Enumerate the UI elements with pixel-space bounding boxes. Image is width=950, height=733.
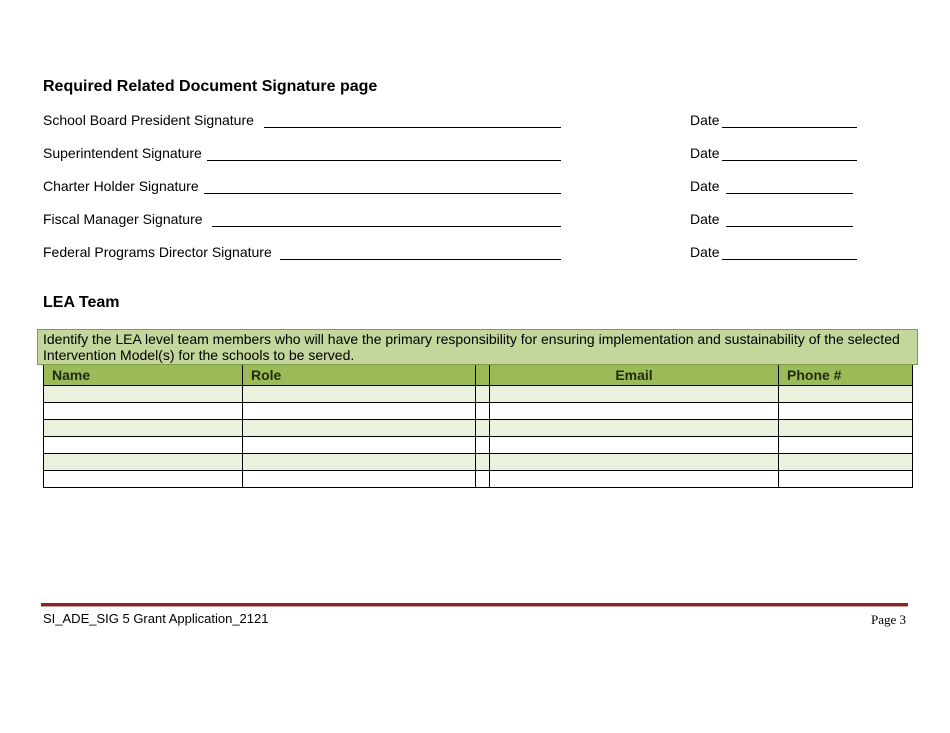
date-label: Date (690, 145, 720, 161)
date-line-charter-holder[interactable] (726, 193, 853, 194)
signature-line-school-board-president[interactable] (264, 127, 561, 128)
cell-phone[interactable] (779, 403, 913, 420)
cell-phone[interactable] (779, 437, 913, 454)
column-header-spacer (476, 365, 490, 386)
date-label: Date (690, 244, 720, 260)
signature-line-federal-programs-director[interactable] (280, 259, 561, 260)
signature-section-title: Required Related Document Signature page (43, 78, 378, 95)
cell-email[interactable] (490, 437, 779, 454)
footer-document-id: SI_ADE_SIG 5 Grant Application_2121 (43, 611, 269, 626)
signature-line-charter-holder[interactable] (204, 193, 561, 194)
date-line-superintendent[interactable] (722, 160, 857, 161)
cell-phone[interactable] (779, 386, 913, 403)
cell-email[interactable] (490, 454, 779, 471)
cell-name[interactable] (44, 454, 243, 471)
date-line-school-board-president[interactable] (722, 127, 857, 128)
cell-phone[interactable] (779, 420, 913, 437)
cell-name[interactable] (44, 420, 243, 437)
table-row (44, 403, 913, 420)
column-header-role: Role (243, 365, 476, 386)
table-row (44, 454, 913, 471)
date-label: Date (690, 112, 720, 128)
lea-team-table (43, 365, 913, 488)
table-row (44, 386, 913, 403)
cell-spacer (476, 386, 490, 403)
date-line-federal-programs-director[interactable] (722, 259, 857, 260)
table-row (44, 420, 913, 437)
cell-role[interactable] (243, 454, 476, 471)
cell-phone[interactable] (779, 471, 913, 488)
column-header-name: Name (44, 365, 243, 386)
lea-team-title: LEA Team (43, 294, 120, 311)
signature-label-school-board-president: School Board President Signature (43, 112, 254, 128)
cell-spacer (476, 403, 490, 420)
date-label: Date (690, 211, 720, 227)
cell-email[interactable] (490, 403, 779, 420)
signature-label-federal-programs-director: Federal Programs Director Signature (43, 244, 272, 260)
cell-spacer (476, 437, 490, 454)
column-header-phone: Phone # (779, 365, 913, 386)
cell-spacer (476, 420, 490, 437)
signature-line-superintendent[interactable] (207, 160, 561, 161)
cell-name[interactable] (44, 471, 243, 488)
table-row (44, 437, 913, 454)
lea-team-instructions: Identify the LEA level team members who will have the primary responsibility for ensuring implementation and sustainability of the selected Intervention Model(s) for the schools to be served. (37, 329, 918, 365)
cell-role[interactable] (243, 437, 476, 454)
cell-spacer (476, 471, 490, 488)
column-header-email: Email (490, 365, 779, 386)
cell-email[interactable] (490, 386, 779, 403)
cell-email[interactable] (490, 420, 779, 437)
signature-label-charter-holder: Charter Holder Signature (43, 178, 199, 194)
footer-rule-thin (41, 606, 908, 607)
cell-spacer (476, 454, 490, 471)
date-label: Date (690, 178, 720, 194)
cell-name[interactable] (44, 386, 243, 403)
date-line-fiscal-manager[interactable] (726, 226, 853, 227)
signature-label-fiscal-manager: Fiscal Manager Signature (43, 211, 203, 227)
cell-role[interactable] (243, 403, 476, 420)
cell-name[interactable] (44, 403, 243, 420)
table-row (44, 471, 913, 488)
cell-role[interactable] (243, 420, 476, 437)
cell-name[interactable] (44, 437, 243, 454)
cell-phone[interactable] (779, 454, 913, 471)
footer-page-number: Page 3 (870, 612, 906, 627)
table-header-row (44, 365, 913, 386)
signature-line-fiscal-manager[interactable] (212, 226, 561, 227)
signature-label-superintendent: Superintendent Signature (43, 145, 202, 161)
cell-role[interactable] (243, 386, 476, 403)
cell-email[interactable] (490, 471, 779, 488)
cell-role[interactable] (243, 471, 476, 488)
